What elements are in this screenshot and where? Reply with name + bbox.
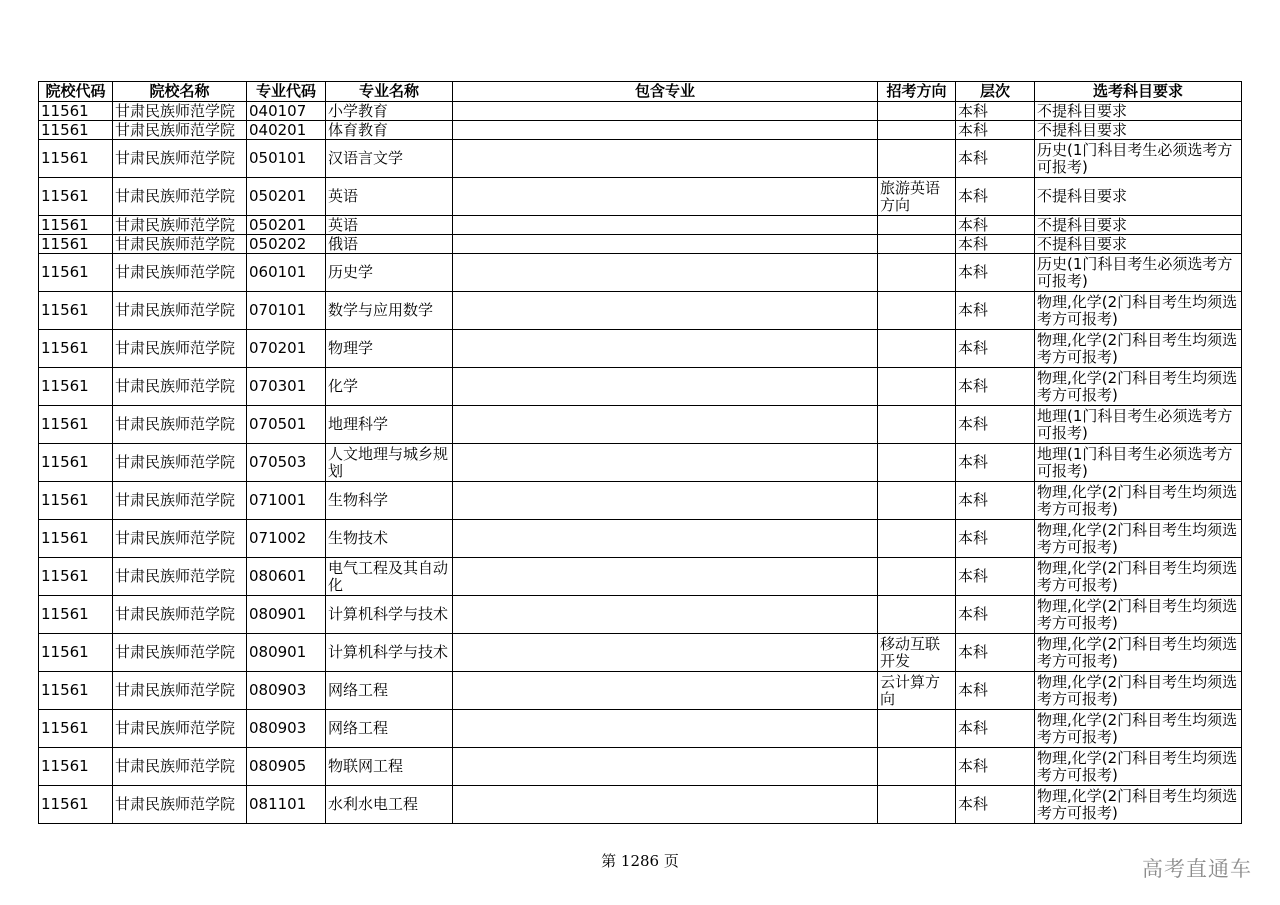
cell-major-code: 071002: [247, 520, 326, 558]
cell-included-majors: [453, 178, 878, 216]
cell-school-name: 甘肃民族师范学院: [113, 482, 247, 520]
table-row: [39, 368, 1242, 406]
table-row: [39, 102, 1242, 121]
cell-level: 本科: [956, 482, 1035, 520]
cell-major-name: 生物科学: [326, 482, 453, 520]
cell-school-code: 11561: [39, 368, 113, 406]
cell-subject-requirement: 不提科目要求: [1035, 235, 1242, 254]
cell-major-name: 网络工程: [326, 672, 453, 710]
cell-major-name: 体育教育: [326, 121, 453, 140]
cell-major-name: 计算机科学与技术: [326, 596, 453, 634]
cell-included-majors: [453, 368, 878, 406]
table-row: [39, 216, 1242, 235]
table-row: [39, 710, 1242, 748]
cell-subject-requirement: 不提科目要求: [1035, 121, 1242, 140]
cell-subject-requirement: 物理,化学(2门科目考生均须选考方可报考): [1035, 558, 1242, 596]
cell-school-name: 甘肃民族师范学院: [113, 140, 247, 178]
cell-major-code: 070201: [247, 330, 326, 368]
cell-included-majors: [453, 102, 878, 121]
cell-school-code: 11561: [39, 710, 113, 748]
header-school-name: 院校名称: [113, 82, 247, 102]
cell-major-code: 050101: [247, 140, 326, 178]
cell-subject-requirement: 不提科目要求: [1035, 216, 1242, 235]
cell-level: 本科: [956, 254, 1035, 292]
table-row: [39, 558, 1242, 596]
cell-major-code: 040107: [247, 102, 326, 121]
cell-level: 本科: [956, 292, 1035, 330]
cell-major-name: 网络工程: [326, 710, 453, 748]
cell-major-name: 俄语: [326, 235, 453, 254]
cell-subject-requirement: 不提科目要求: [1035, 102, 1242, 121]
cell-school-name: 甘肃民族师范学院: [113, 520, 247, 558]
cell-level: 本科: [956, 634, 1035, 672]
page-number: 第 1286 页: [601, 852, 679, 870]
cell-major-name: 电气工程及其自动化: [326, 558, 453, 596]
cell-level: 本科: [956, 406, 1035, 444]
cell-major-code: 070501: [247, 406, 326, 444]
cell-level: 本科: [956, 596, 1035, 634]
cell-level: 本科: [956, 520, 1035, 558]
cell-subject-requirement: 物理,化学(2门科目考生均须选考方可报考): [1035, 748, 1242, 786]
cell-included-majors: [453, 292, 878, 330]
cell-subject-requirement: 地理(1门科目考生必须选考方可报考): [1035, 444, 1242, 482]
cell-school-code: 11561: [39, 634, 113, 672]
cell-school-code: 11561: [39, 235, 113, 254]
table-row: [39, 672, 1242, 710]
cell-included-majors: [453, 406, 878, 444]
header-subject-requirement: 选考科目要求: [1035, 82, 1242, 102]
table-row: [39, 178, 1242, 216]
cell-included-majors: [453, 235, 878, 254]
cell-school-name: 甘肃民族师范学院: [113, 672, 247, 710]
cell-included-majors: [453, 748, 878, 786]
table-row: [39, 121, 1242, 140]
cell-major-name: 地理科学: [326, 406, 453, 444]
cell-included-majors: [453, 330, 878, 368]
cell-direction: [878, 444, 956, 482]
cell-major-code: 050202: [247, 235, 326, 254]
cell-major-code: 070301: [247, 368, 326, 406]
cell-major-code: 060101: [247, 254, 326, 292]
cell-major-code: 080901: [247, 596, 326, 634]
cell-major-name: 英语: [326, 216, 453, 235]
cell-school-name: 甘肃民族师范学院: [113, 121, 247, 140]
cell-direction: [878, 254, 956, 292]
cell-included-majors: [453, 121, 878, 140]
cell-level: 本科: [956, 672, 1035, 710]
cell-subject-requirement: 物理,化学(2门科目考生均须选考方可报考): [1035, 368, 1242, 406]
cell-included-majors: [453, 672, 878, 710]
cell-direction: [878, 748, 956, 786]
cell-major-name: 历史学: [326, 254, 453, 292]
cell-major-code: 080905: [247, 748, 326, 786]
cell-school-code: 11561: [39, 121, 113, 140]
cell-school-name: 甘肃民族师范学院: [113, 254, 247, 292]
cell-included-majors: [453, 140, 878, 178]
cell-school-name: 甘肃民族师范学院: [113, 634, 247, 672]
cell-level: 本科: [956, 216, 1035, 235]
cell-direction: [878, 482, 956, 520]
cell-subject-requirement: 物理,化学(2门科目考生均须选考方可报考): [1035, 292, 1242, 330]
cell-major-name: 小学教育: [326, 102, 453, 121]
cell-level: 本科: [956, 786, 1035, 824]
cell-major-name: 英语: [326, 178, 453, 216]
cell-subject-requirement: 物理,化学(2门科目考生均须选考方可报考): [1035, 482, 1242, 520]
table-row: [39, 330, 1242, 368]
cell-direction: [878, 140, 956, 178]
cell-school-name: 甘肃民族师范学院: [113, 292, 247, 330]
cell-school-name: 甘肃民族师范学院: [113, 178, 247, 216]
table-row: [39, 482, 1242, 520]
header-major-name: 专业名称: [326, 82, 453, 102]
cell-school-name: 甘肃民族师范学院: [113, 330, 247, 368]
cell-direction: [878, 786, 956, 824]
cell-major-name: 生物技术: [326, 520, 453, 558]
cell-major-code: 050201: [247, 216, 326, 235]
watermark: 高考直通车: [1142, 857, 1252, 881]
table-row: [39, 292, 1242, 330]
cell-included-majors: [453, 254, 878, 292]
table-row: [39, 748, 1242, 786]
header-level: 层次: [956, 82, 1035, 102]
cell-included-majors: [453, 710, 878, 748]
cell-direction: [878, 102, 956, 121]
cell-direction: 移动互联开发: [878, 634, 956, 672]
cell-major-name: 汉语言文学: [326, 140, 453, 178]
table-row: [39, 786, 1242, 824]
cell-major-code: 050201: [247, 178, 326, 216]
cell-direction: [878, 596, 956, 634]
table-row: [39, 444, 1242, 482]
cell-direction: [878, 368, 956, 406]
cell-major-name: 人文地理与城乡规划: [326, 444, 453, 482]
cell-subject-requirement: 地理(1门科目考生必须选考方可报考): [1035, 406, 1242, 444]
cell-direction: [878, 235, 956, 254]
cell-subject-requirement: 物理,化学(2门科目考生均须选考方可报考): [1035, 330, 1242, 368]
cell-school-code: 11561: [39, 330, 113, 368]
cell-school-code: 11561: [39, 292, 113, 330]
cell-major-name: 水利水电工程: [326, 786, 453, 824]
cell-school-name: 甘肃民族师范学院: [113, 102, 247, 121]
cell-school-code: 11561: [39, 558, 113, 596]
cell-school-name: 甘肃民族师范学院: [113, 444, 247, 482]
header-direction: 招考方向: [878, 82, 956, 102]
cell-level: 本科: [956, 140, 1035, 178]
table-header-row: [39, 82, 1242, 102]
table-body: [39, 102, 1242, 824]
cell-level: 本科: [956, 558, 1035, 596]
cell-school-name: 甘肃民族师范学院: [113, 235, 247, 254]
cell-school-code: 11561: [39, 786, 113, 824]
cell-subject-requirement: 物理,化学(2门科目考生均须选考方可报考): [1035, 520, 1242, 558]
cell-direction: [878, 292, 956, 330]
admission-table: [38, 81, 1242, 824]
header-school-code: 院校代码: [39, 82, 113, 102]
cell-direction: [878, 710, 956, 748]
cell-school-code: 11561: [39, 596, 113, 634]
cell-included-majors: [453, 786, 878, 824]
cell-subject-requirement: 物理,化学(2门科目考生均须选考方可报考): [1035, 710, 1242, 748]
cell-subject-requirement: 物理,化学(2门科目考生均须选考方可报考): [1035, 596, 1242, 634]
cell-subject-requirement: 物理,化学(2门科目考生均须选考方可报考): [1035, 634, 1242, 672]
cell-major-code: 040201: [247, 121, 326, 140]
cell-level: 本科: [956, 121, 1035, 140]
cell-school-code: 11561: [39, 748, 113, 786]
cell-major-code: 071001: [247, 482, 326, 520]
cell-school-code: 11561: [39, 482, 113, 520]
header-included-majors: 包含专业: [453, 82, 878, 102]
cell-level: 本科: [956, 235, 1035, 254]
cell-major-code: 080903: [247, 710, 326, 748]
cell-major-name: 计算机科学与技术: [326, 634, 453, 672]
cell-school-code: 11561: [39, 672, 113, 710]
cell-direction: [878, 520, 956, 558]
cell-major-code: 080601: [247, 558, 326, 596]
cell-school-name: 甘肃民族师范学院: [113, 216, 247, 235]
cell-school-name: 甘肃民族师范学院: [113, 558, 247, 596]
cell-school-code: 11561: [39, 140, 113, 178]
cell-level: 本科: [956, 368, 1035, 406]
cell-subject-requirement: 历史(1门科目考生必须选考方可报考): [1035, 140, 1242, 178]
table-row: [39, 406, 1242, 444]
cell-major-code: 070101: [247, 292, 326, 330]
cell-direction: [878, 558, 956, 596]
cell-direction: 云计算方向: [878, 672, 956, 710]
cell-level: 本科: [956, 102, 1035, 121]
table-row: [39, 140, 1242, 178]
cell-level: 本科: [956, 444, 1035, 482]
cell-level: 本科: [956, 178, 1035, 216]
cell-direction: [878, 406, 956, 444]
cell-major-code: 080903: [247, 672, 326, 710]
cell-included-majors: [453, 482, 878, 520]
cell-level: 本科: [956, 330, 1035, 368]
cell-school-code: 11561: [39, 178, 113, 216]
cell-school-code: 11561: [39, 102, 113, 121]
cell-school-code: 11561: [39, 254, 113, 292]
table-row: [39, 634, 1242, 672]
cell-direction: 旅游英语方向: [878, 178, 956, 216]
cell-included-majors: [453, 520, 878, 558]
cell-school-name: 甘肃民族师范学院: [113, 786, 247, 824]
cell-included-majors: [453, 634, 878, 672]
cell-major-name: 数学与应用数学: [326, 292, 453, 330]
cell-subject-requirement: 物理,化学(2门科目考生均须选考方可报考): [1035, 786, 1242, 824]
cell-included-majors: [453, 216, 878, 235]
cell-direction: [878, 216, 956, 235]
cell-direction: [878, 121, 956, 140]
cell-major-code: 080901: [247, 634, 326, 672]
cell-major-name: 物联网工程: [326, 748, 453, 786]
cell-school-name: 甘肃民族师范学院: [113, 368, 247, 406]
cell-school-code: 11561: [39, 520, 113, 558]
table-row: [39, 235, 1242, 254]
table-row: [39, 596, 1242, 634]
cell-subject-requirement: 不提科目要求: [1035, 178, 1242, 216]
cell-included-majors: [453, 596, 878, 634]
header-major-code: 专业代码: [247, 82, 326, 102]
cell-included-majors: [453, 558, 878, 596]
cell-major-name: 物理学: [326, 330, 453, 368]
cell-direction: [878, 330, 956, 368]
cell-school-name: 甘肃民族师范学院: [113, 710, 247, 748]
cell-major-name: 化学: [326, 368, 453, 406]
table-row: [39, 520, 1242, 558]
cell-school-name: 甘肃民族师范学院: [113, 406, 247, 444]
cell-subject-requirement: 历史(1门科目考生必须选考方可报考): [1035, 254, 1242, 292]
cell-school-code: 11561: [39, 406, 113, 444]
cell-level: 本科: [956, 748, 1035, 786]
cell-level: 本科: [956, 710, 1035, 748]
cell-subject-requirement: 物理,化学(2门科目考生均须选考方可报考): [1035, 672, 1242, 710]
cell-school-code: 11561: [39, 216, 113, 235]
cell-school-name: 甘肃民族师范学院: [113, 748, 247, 786]
cell-major-code: 081101: [247, 786, 326, 824]
cell-school-name: 甘肃民族师范学院: [113, 596, 247, 634]
table-row: [39, 254, 1242, 292]
cell-school-code: 11561: [39, 444, 113, 482]
cell-major-code: 070503: [247, 444, 326, 482]
cell-included-majors: [453, 444, 878, 482]
